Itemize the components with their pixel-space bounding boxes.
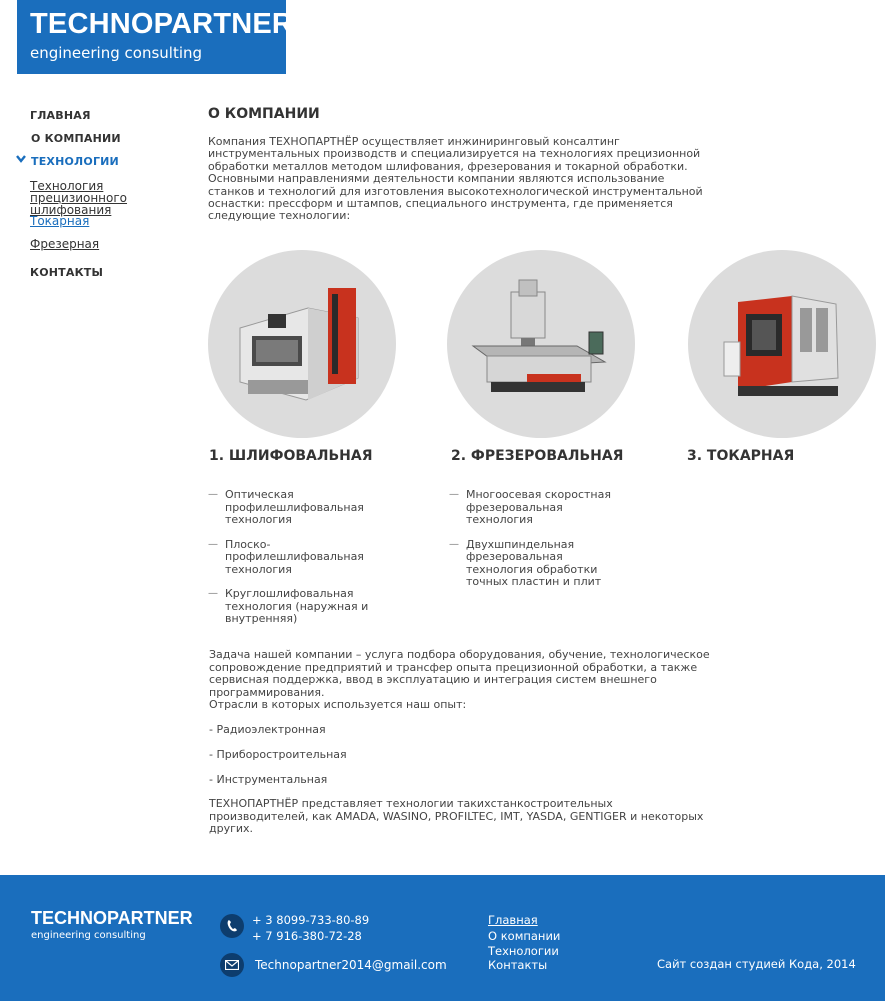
list-item: — Плоско-профилешлифовальная технология bbox=[208, 539, 398, 577]
closing-paragraph: ТЕХНОПАРТНЁР представляет технологии такихстанкостроительных производителей, как AMADA, WASINO, PROFILTEC, IMT, YASDA, GENTIGER и некоторых других. bbox=[209, 797, 704, 835]
list-item: — Многоосевая скоростная фрезеровальная технология bbox=[449, 489, 629, 527]
nav-sub-milling[interactable]: Фрезерная bbox=[30, 237, 100, 251]
list-item: — Оптическая профилешлифовальная технология bbox=[208, 489, 398, 527]
footer-logo-subtitle: engineering consulting bbox=[31, 930, 146, 941]
nav-sub-grinding[interactable]: Технология прецизионного шлифования bbox=[30, 179, 128, 217]
nav-item-home[interactable]: ГЛАВНАЯ bbox=[30, 109, 91, 122]
page-title: О КОМПАНИИ bbox=[208, 106, 320, 122]
email-link[interactable]: Technopartner2014@gmail.com bbox=[255, 958, 447, 972]
footer-logo-title: TECHNOPARTNER bbox=[31, 908, 193, 928]
industry-item: - Приборостроительная bbox=[209, 748, 347, 761]
footer-link-home[interactable]: Главная bbox=[488, 913, 538, 927]
footer-link-about[interactable]: О компании bbox=[488, 929, 561, 943]
grinding-machine-icon bbox=[208, 250, 396, 438]
footer-link-contacts[interactable]: Контакты bbox=[488, 958, 548, 972]
tech-title-milling: 2. ФРЕЗЕРОВАЛЬНАЯ bbox=[451, 448, 624, 464]
lathe-machine-icon bbox=[688, 250, 876, 438]
nav-item-technologies[interactable]: ТЕХНОЛОГИИ bbox=[31, 155, 119, 168]
nav-sub-turning[interactable]: Токарная bbox=[30, 214, 90, 228]
mail-icon bbox=[220, 953, 244, 977]
industries-intro: Отрасли в которых используется наш опыт: bbox=[209, 698, 467, 711]
site-footer bbox=[0, 875, 885, 1001]
grinding-feature-list bbox=[208, 489, 398, 638]
logo-subtitle: engineering consulting bbox=[30, 44, 203, 62]
site-logo[interactable] bbox=[17, 0, 294, 74]
industry-item: - Радиоэлектронная bbox=[209, 723, 326, 736]
task-paragraph: Задача нашей компании – услуга подбора оборудования, обучение, технологическое сопровождение предприятий и трансфер опыта прецизионной обработки, а также сервисная поддержка, ввод в эксплуатацию и интеграция систем внешнего программирования. bbox=[209, 648, 710, 699]
chevron-down-icon bbox=[16, 155, 26, 166]
phone-number[interactable]: + 7 916-380-72-28 bbox=[252, 929, 362, 943]
logo-title: TECHNOPARTNER bbox=[30, 8, 294, 40]
tech-title-turning: 3. ТОКАРНАЯ bbox=[687, 448, 795, 464]
list-item: — Круглошлифовальная технология (наружная и внутренняя) bbox=[208, 588, 398, 626]
tech-title-grinding: 1. ШЛИФОВАЛЬНАЯ bbox=[209, 448, 373, 464]
phone-icon bbox=[220, 914, 244, 938]
nav-item-about[interactable]: О КОМПАНИИ bbox=[31, 132, 121, 145]
industry-item: - Инструментальная bbox=[209, 773, 328, 786]
site-credit: Сайт создан студией Кода, 2014 bbox=[657, 957, 856, 971]
nav-item-contacts[interactable]: КОНТАКТЫ bbox=[30, 266, 104, 279]
footer-link-technologies[interactable]: Технологии bbox=[488, 944, 559, 958]
intro-text: Компания ТЕХНОПАРТНЁР осуществляет инжиниринговый консалтинг инструментальных производств и специализируется на технологиях прецизионной обработки металлов методом шлифования, фрезерования и токарной обработки. Основными направлениями деятельности компании являются использование станков и технологий для изготовления высокотехнологической инструментальной оснастки: прессформ и штампов, специального инструмента, где применяется следующие технологии: bbox=[208, 135, 703, 223]
phone-number[interactable]: + 3 8099-733-80-89 bbox=[252, 913, 370, 927]
milling-feature-list bbox=[449, 489, 629, 601]
list-item: — Двухшпиндельная фрезеровальная технология обработки точных пластин и плит bbox=[449, 539, 629, 589]
milling-machine-icon bbox=[447, 250, 635, 438]
